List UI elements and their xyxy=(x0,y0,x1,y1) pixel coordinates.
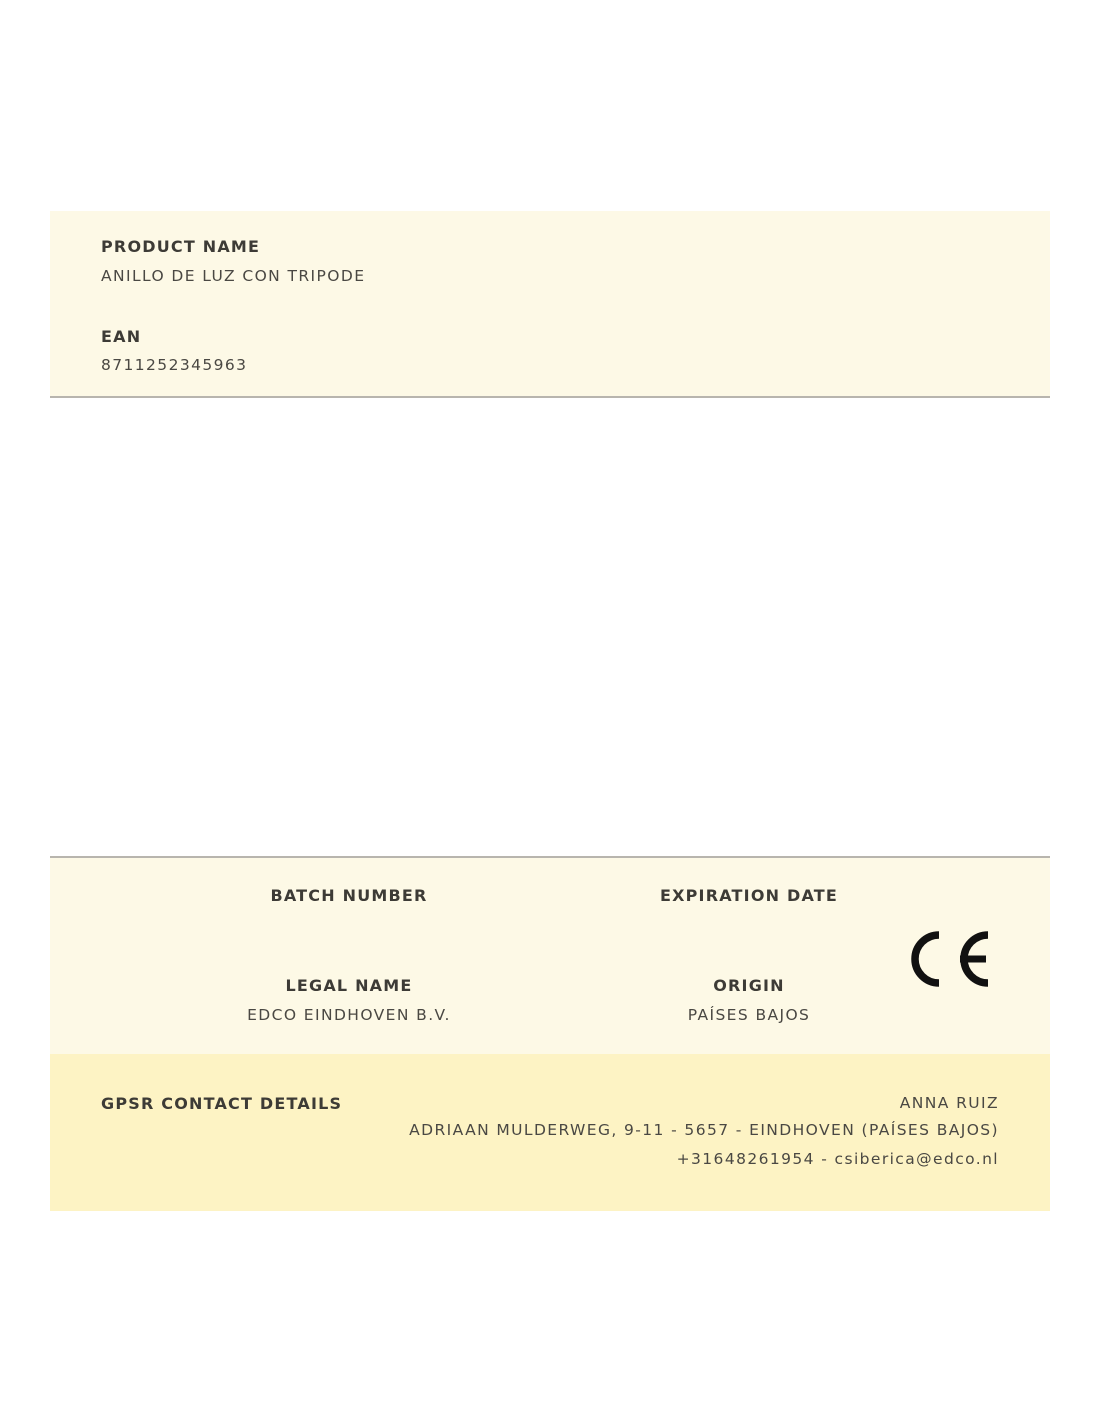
contact-phone-email: +31648261954 - csiberica@edco.nl xyxy=(676,1150,999,1168)
product-name-label: PRODUCT NAME xyxy=(101,237,261,256)
gpsr-contact-panel xyxy=(50,1054,1050,1211)
batch-number-label: BATCH NUMBER xyxy=(270,886,428,905)
origin-label: ORIGIN xyxy=(713,976,785,995)
gpsr-contact-label: GPSR CONTACT DETAILS xyxy=(101,1094,343,1113)
ce-mark-icon xyxy=(908,928,994,990)
product-info-panel xyxy=(50,211,1050,398)
origin-value: PAÍSES BAJOS xyxy=(687,1006,811,1024)
expiration-date-label: EXPIRATION DATE xyxy=(659,886,839,905)
contact-address: ADRIAAN MULDERWEG, 9-11 - 5657 - EINDHOVEN (PAÍSES BAJOS) xyxy=(409,1121,999,1139)
product-name-value: ANILLO DE LUZ CON TRIPODE xyxy=(101,267,366,285)
ean-label: EAN xyxy=(101,327,142,346)
contact-name: ANNA RUIZ xyxy=(899,1094,999,1112)
product-details-panel xyxy=(50,856,1050,1056)
ean-value: 8711252345963 xyxy=(101,356,248,374)
legal-name-label: LEGAL NAME xyxy=(285,976,413,995)
legal-name-value: EDCO EINDHOVEN B.V. xyxy=(247,1006,451,1024)
